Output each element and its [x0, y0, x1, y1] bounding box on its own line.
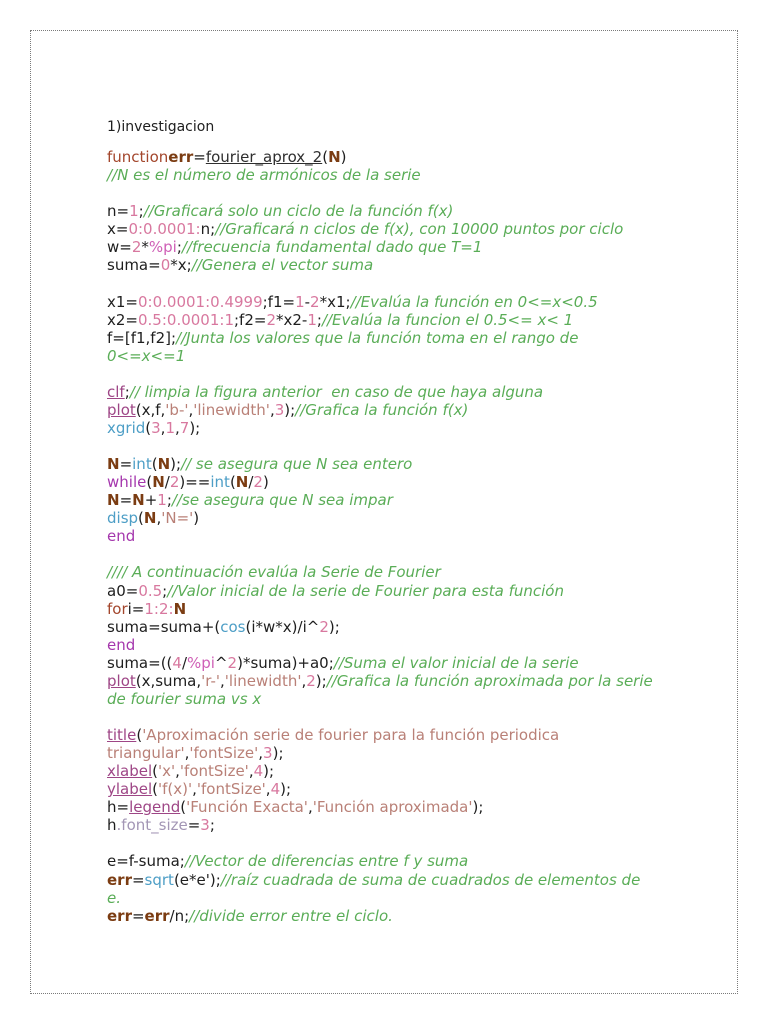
code-line: [107, 690, 727, 708]
blank-line: [107, 365, 727, 383]
code-token-comment: e.: [107, 888, 121, 907]
code-token-plain: );: [170, 455, 182, 474]
code-token-plain: n;: [200, 220, 216, 239]
code-token-plain: ,: [307, 798, 313, 817]
code-token-plain: suma=suma+(: [107, 617, 221, 636]
blank-line: [107, 184, 727, 202]
code-token-plain: h: [107, 816, 117, 835]
code-token-plain: suma=: [107, 256, 161, 275]
code-token-comment: //Graficará solo un ciclo de la función f(x): [143, 202, 454, 221]
code-line: [107, 654, 727, 672]
code-token-plain: (: [180, 798, 187, 817]
code-token-number: 1: [129, 202, 139, 221]
code-token-constant: %pi: [187, 653, 215, 672]
code-token-number: 3: [274, 400, 285, 419]
code-token-plain: ,: [184, 744, 190, 763]
code-line: [107, 636, 727, 654]
code-token-builtin: cos: [220, 617, 246, 636]
code-token-comment: // limpia la figura anterior en caso de que haya alguna: [129, 382, 544, 401]
code-token-plain: w=: [107, 238, 132, 257]
code-token-variable: err: [168, 148, 194, 166]
code-token-comment: //Genera el vector suma: [191, 256, 374, 275]
code-token-plain: ;: [316, 310, 322, 329]
code-token-number: 1:2:: [144, 599, 174, 618]
code-token-string: 'fontSize': [196, 780, 266, 799]
code-token-number: 2: [227, 653, 238, 672]
code-token-plain: ,: [188, 400, 194, 419]
code-token-plain: ;: [215, 870, 221, 889]
code-token-comment: //Suma el valor inicial de la serie: [333, 653, 579, 672]
code-token-number: 1: [165, 418, 175, 437]
code-token-number: 0:0.0001:0.4999: [138, 292, 263, 311]
section-heading: 1)investigacion: [107, 119, 215, 135]
code-line: [107, 889, 727, 907]
code-token-comment: // se asegura que N sea entero: [181, 455, 413, 474]
code-token-number: 0.5:0.0001:1: [138, 310, 234, 329]
code-token-plain: ,: [248, 762, 254, 781]
code-token-plain: =: [131, 870, 145, 889]
code-line: [107, 293, 727, 311]
code-line: [107, 220, 727, 238]
code-token-number: 2: [319, 617, 329, 636]
code-line: [107, 383, 727, 401]
code-token-string: 'b-': [165, 400, 189, 419]
code-token-comment: //frecuencia fundamental dado que T=1: [181, 238, 483, 257]
code-line: [107, 166, 727, 184]
code-token-plain: x1=: [107, 292, 138, 311]
blank-line: [107, 274, 727, 292]
code-token-property: .font_size: [116, 816, 188, 835]
code-listing: [107, 148, 727, 925]
code-token-plain: x=: [107, 220, 129, 239]
code-token-plain: e=f-suma;: [107, 852, 185, 871]
code-token-plain: );: [189, 418, 201, 437]
code-token-plain: i=: [127, 599, 145, 618]
code-token-plain: )==: [179, 473, 211, 492]
code-token-plain: -: [304, 292, 311, 311]
code-token-builtin: sqrt: [144, 870, 174, 889]
code-token-control: end: [107, 527, 136, 546]
code-token-plain: /n;: [169, 906, 190, 925]
code-token-plain: (: [152, 780, 159, 799]
code-line: [107, 600, 727, 618]
code-token-plain: (: [229, 473, 236, 492]
code-token-plain: )*suma)+a0;: [237, 653, 334, 672]
code-token-plain: ^: [214, 653, 228, 672]
code-token-builtin: int: [132, 455, 152, 474]
code-token-plain: );: [328, 617, 340, 636]
code-token-plain: );: [263, 762, 275, 781]
code-token-string: 'fontSize': [189, 744, 259, 763]
code-token-number: 0:0.0001:: [128, 220, 201, 239]
code-token-comment: //Junta los valores que la función toma en el rango de: [176, 328, 579, 347]
code-token-plain: ;f2=: [234, 310, 267, 329]
blank-line: [107, 708, 727, 726]
code-token-number: 0: [160, 256, 171, 275]
code-line: [107, 401, 727, 419]
code-token-plain: a0=: [107, 581, 139, 600]
code-token-macro: legend: [129, 798, 181, 817]
code-token-plain: ,: [301, 671, 307, 690]
code-token-plain: ;: [162, 581, 168, 600]
code-token-plain: *x2-: [276, 310, 308, 329]
code-line: [107, 238, 727, 256]
code-token-variable: N: [132, 491, 145, 510]
blank-line: [107, 545, 727, 563]
code-token-plain: );: [472, 798, 484, 817]
code-line: [107, 726, 727, 744]
code-token-plain: *x1;: [319, 292, 351, 311]
code-token-plain: /: [181, 653, 188, 672]
code-token-plain: ;: [124, 382, 130, 401]
code-token-builtin: disp: [107, 509, 139, 528]
code-token-number: 2: [169, 473, 180, 492]
code-line: [107, 582, 727, 600]
code-token-string: 'linewidth': [224, 671, 302, 690]
code-token-plain: (x,suma,: [135, 671, 202, 690]
code-line: [107, 473, 727, 491]
code-token-number: 2: [310, 292, 320, 311]
code-token-plain: =: [119, 491, 133, 510]
code-token-plain: (e*e'): [173, 870, 216, 889]
code-token-string: 'x': [158, 762, 176, 781]
code-token-variable: N: [235, 473, 249, 492]
code-token-comment: //Vector de diferencias entre f y suma: [184, 852, 469, 871]
code-token-plain: (i*w*x)/i^: [245, 617, 320, 636]
code-token-plain: ,: [160, 418, 166, 437]
code-token-plain: x2=: [107, 310, 138, 329]
code-token-string: 'linewidth': [193, 400, 270, 419]
code-line: [107, 871, 727, 889]
code-token-string: 'r-': [201, 671, 221, 690]
code-token-string: 'fontSize': [179, 762, 249, 781]
code-token-number: 2: [266, 310, 276, 329]
code-token-plain: ;: [209, 816, 215, 835]
code-token-string: 'N=': [161, 509, 194, 528]
code-token-plain: );: [280, 780, 292, 799]
code-token-macro: title: [107, 726, 137, 744]
code-line: [107, 744, 727, 762]
code-line: [107, 509, 727, 527]
code-token-keyword: for: [107, 599, 128, 618]
code-token-macro: clf: [107, 382, 125, 401]
code-line: [107, 148, 727, 166]
code-token-plain: );: [315, 671, 327, 690]
code-token-plain: ): [262, 473, 269, 492]
code-token-plain: ): [193, 509, 200, 528]
code-line: [107, 311, 727, 329]
code-token-plain: (: [138, 509, 144, 528]
code-token-variable: N: [107, 455, 120, 474]
code-token-plain: =: [119, 455, 133, 474]
code-token-control: end: [107, 635, 136, 654]
code-token-comment: //Evalúa la función en 0<=x<0.5: [350, 292, 598, 311]
code-token-plain: =: [187, 816, 201, 835]
code-token-comment: //Graficará n ciclos de f(x), con 10000 puntos por ciclo: [215, 220, 624, 239]
code-line: [107, 672, 727, 690]
code-token-number: 2: [253, 473, 263, 492]
blank-line: [107, 437, 727, 455]
code-token-plain: /: [164, 473, 170, 492]
code-token-plain: =: [131, 906, 145, 925]
code-token-plain: h=: [107, 798, 130, 817]
code-line: [107, 852, 727, 870]
code-token-plain: *: [141, 238, 149, 257]
code-token-variable: N: [328, 148, 341, 166]
code-line: [107, 256, 727, 274]
code-token-plain: ;: [176, 238, 182, 257]
code-token-comment: //N es el número de armónicos de la serie: [107, 166, 421, 185]
code-token-plain: n=: [107, 202, 130, 221]
code-token-variable: N: [152, 473, 165, 492]
code-token-plain: ,: [175, 418, 180, 437]
code-token-plain: ,: [265, 780, 271, 799]
code-line: [107, 419, 727, 437]
code-token-macro: plot: [107, 400, 136, 419]
code-token-plain: ;: [166, 491, 172, 510]
code-token-number: 1: [295, 292, 305, 311]
code-line: [107, 563, 727, 581]
code-token-plain: ,: [258, 744, 264, 763]
code-token-comment: //raíz cuadrada de suma de cuadrados de elementos de: [220, 870, 641, 889]
code-token-variable: N: [157, 455, 171, 474]
code-token-number: 1: [307, 310, 317, 329]
code-token-number: 4: [270, 780, 281, 799]
code-line: [107, 527, 727, 545]
code-token-string: triangular': [107, 744, 185, 763]
code-token-number: 4: [253, 762, 264, 781]
code-token-number: 3: [151, 418, 161, 437]
code-token-variable: N: [143, 509, 157, 528]
code-token-plain: ,: [175, 762, 180, 781]
code-line: [107, 780, 727, 798]
code-token-macro: ylabel: [107, 780, 153, 799]
code-token-plain: /: [248, 473, 254, 492]
code-token-plain: (: [322, 148, 329, 166]
code-token-comment: //Grafica la función f(x): [295, 400, 469, 419]
code-token-plain: ,: [192, 780, 197, 799]
code-line: [107, 329, 727, 347]
code-token-plain: ;f1=: [262, 292, 296, 311]
code-token-variable: N: [107, 491, 120, 510]
code-token-comment: de fourier suma vs x: [107, 689, 262, 708]
code-token-plain: ): [340, 148, 347, 166]
code-token-keyword: function: [107, 148, 169, 166]
code-token-variable: N: [173, 599, 187, 618]
code-token-number: 7: [179, 418, 190, 437]
code-line: [107, 762, 727, 780]
code-token-control: while: [107, 473, 147, 492]
code-token-macro: xlabel: [107, 762, 153, 781]
code-token-plain: ,: [269, 400, 275, 419]
code-token-builtin: xgrid: [107, 418, 146, 437]
code-token-comment: //Grafica la función aproximada por la serie: [326, 671, 653, 690]
code-token-plain: (: [151, 455, 158, 474]
code-line: [107, 816, 727, 834]
code-token-plain: (: [152, 762, 159, 781]
code-line: [107, 202, 727, 220]
code-token-builtin: int: [210, 473, 230, 492]
code-token-plain: (: [145, 418, 152, 437]
code-token-plain: +: [144, 491, 158, 510]
code-line: [107, 618, 727, 636]
code-token-comment: //se asegura que N sea impar: [171, 491, 393, 510]
code-line: [107, 491, 727, 509]
code-token-plain: ;: [138, 202, 144, 221]
code-token-number: 4: [172, 653, 182, 672]
code-token-number: 3: [200, 816, 210, 835]
code-token-number: 1: [157, 491, 167, 510]
code-token-function-name: fourier_aprox_2: [205, 148, 323, 166]
code-token-comment: //Evalúa la funcion el 0.5<= x< 1: [321, 310, 574, 329]
code-token-number: 2: [306, 671, 316, 690]
code-token-comment: 0<=x<=1: [107, 346, 186, 365]
code-token-comment: //Valor inicial de la serie de Fourier para esta función: [167, 581, 564, 600]
blank-line: [107, 834, 727, 852]
code-token-comment: //divide error entre el ciclo.: [189, 906, 393, 925]
code-token-plain: *x;: [170, 256, 192, 275]
code-token-string: 'f(x)': [158, 780, 193, 799]
code-token-plain: (: [136, 726, 143, 744]
code-token-string: 'Aproximación serie de fourier para la función periodica: [142, 726, 560, 744]
code-token-comment: //// A continuación evalúa la Serie de Fourier: [107, 563, 441, 582]
code-token-variable: err: [107, 906, 132, 925]
code-token-plain: suma=((: [107, 653, 173, 672]
code-token-plain: );: [272, 744, 284, 763]
code-token-macro: plot: [107, 671, 136, 690]
code-token-string: 'Función aproximada': [312, 798, 473, 817]
code-token-plain: f=[f1,f2];: [107, 328, 177, 347]
code-token-plain: (: [146, 473, 153, 492]
code-token-plain: );: [284, 400, 296, 419]
code-token-plain: ,: [220, 671, 225, 690]
code-line: [107, 798, 727, 816]
code-token-number: 0.5: [138, 581, 163, 600]
code-token-constant: %pi: [148, 238, 177, 257]
code-token-number: 2: [131, 238, 142, 257]
code-token-string: 'Función Exacta': [186, 798, 308, 817]
code-token-variable: err: [107, 870, 132, 889]
code-line: [107, 347, 727, 365]
code-token-plain: (x,f,: [135, 400, 166, 419]
code-token-number: 3: [263, 744, 273, 763]
code-token-plain: ,: [156, 509, 162, 528]
code-token-plain: =: [193, 148, 206, 166]
code-token-variable: err: [144, 906, 170, 925]
code-line: [107, 907, 727, 925]
code-line: [107, 455, 727, 473]
